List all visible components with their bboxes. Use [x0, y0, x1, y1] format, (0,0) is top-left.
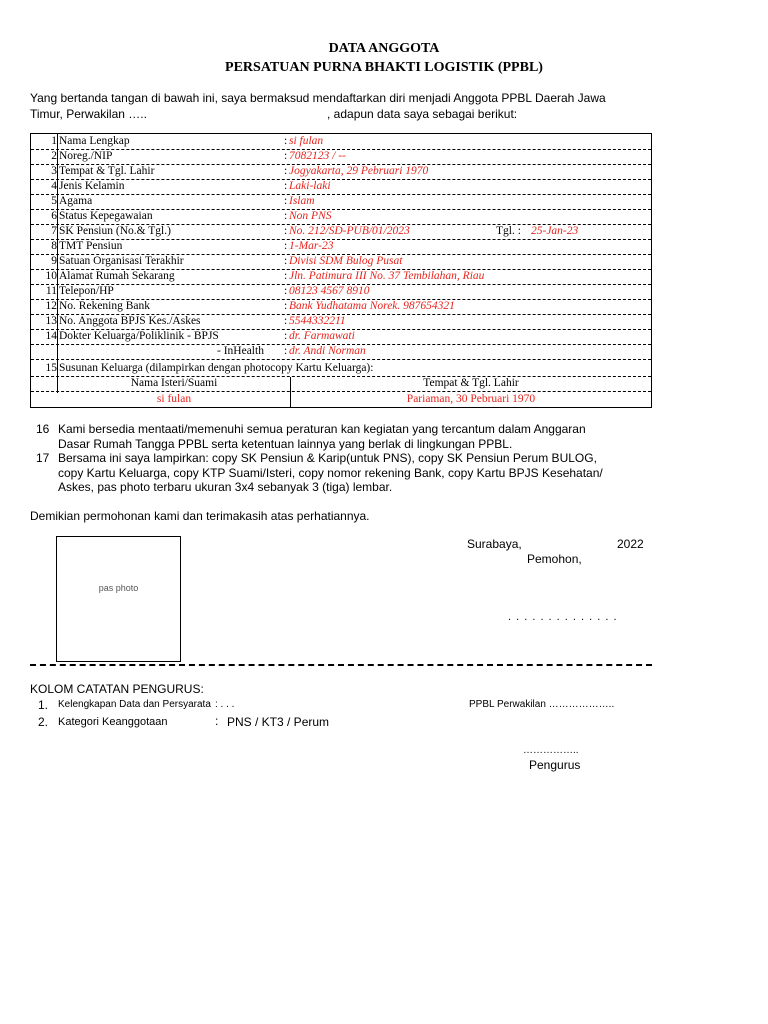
table-row-family — [31, 361, 651, 377]
family-col2-value: Pariaman, 30 Pebruari 1970 — [406, 393, 536, 405]
family-value-row — [31, 392, 651, 407]
row-number: 14 — [45, 330, 57, 342]
row-label: SK Pensiun (No.& Tgl.) — [59, 225, 171, 237]
table-row — [31, 224, 651, 240]
row-label: Alamat Rumah Sekarang — [59, 270, 175, 282]
table-row — [31, 134, 651, 150]
row-label: Agama — [59, 195, 93, 207]
admin-item-1-label: Kelengkapan Data dan Persyarata — [58, 699, 211, 710]
row-colon: : — [284, 195, 288, 207]
signature-line: . . . . . . . . . . . . . . — [508, 611, 618, 623]
admin-sign-role: Pengurus — [529, 758, 581, 772]
row-number: 12 — [45, 300, 57, 312]
table-row — [31, 284, 651, 300]
family-col1-header: Nama Isteri/Suami — [130, 377, 218, 389]
row-label: Status Kepegawaian — [59, 210, 153, 222]
inhealth-label: - InHealth — [217, 345, 264, 357]
table-row — [31, 194, 651, 210]
row-label: Noreg./NIP — [59, 150, 113, 162]
intro-line-2b: , adapun data saya sebagai berikut: — [327, 107, 518, 121]
row-label: Nama Lengkap — [59, 135, 130, 147]
admin-item-2-colon: : — [215, 714, 219, 728]
table-row — [31, 299, 651, 315]
inhealth-value: dr. Andi Norman — [289, 345, 366, 357]
row-number: 15 — [45, 362, 57, 374]
row-colon: : — [284, 225, 288, 237]
table-row — [31, 314, 651, 330]
row-label: TMT Pensiun — [59, 240, 123, 252]
statement-17-line-1: Bersama ini saya lampirkan: copy SK Pensiun & Karip(untuk PNS), copy SK Pensiun Perum BULOG, — [58, 451, 597, 465]
row-value: dr. Farmawati — [289, 330, 355, 342]
row-number: 2 — [51, 150, 57, 162]
admin-item-1-tail: : . . . — [215, 699, 235, 710]
row-number: 10 — [45, 270, 57, 282]
family-col1-value: si fulan — [156, 393, 192, 405]
member-data-table — [30, 133, 652, 408]
row-colon: : — [284, 135, 288, 147]
row-value: Bank Yudhatama Norek. 987654321 — [289, 300, 455, 312]
row-colon: : — [284, 165, 288, 177]
cut-line-divider — [30, 664, 652, 666]
statement-17-no: 17 — [36, 451, 50, 465]
admin-item-2-no: 2. — [38, 715, 49, 729]
row-label: Satuan Organisasi Terakhir — [59, 255, 184, 267]
admin-item-1-no: 1. — [38, 698, 49, 712]
form-subtitle: PERSATUAN PURNA BHAKTI LOGISTIK (PPBL) — [225, 60, 543, 75]
row-label: Tempat & Tgl. Lahir — [59, 165, 155, 177]
row-value: No. 212/SD-PUB/01/2023 — [289, 225, 410, 237]
table-row — [31, 149, 651, 165]
row-value: 1-Mar-23 — [289, 240, 334, 252]
row-colon: : — [284, 270, 288, 282]
inhealth-colon: : — [284, 345, 288, 357]
row-number: 9 — [51, 255, 57, 267]
row-value: si fulan — [289, 135, 324, 147]
row-colon: : — [284, 285, 288, 297]
row-number: 7 — [51, 225, 57, 237]
row-value: Non PNS — [289, 210, 332, 222]
row-label: Telepon/HP — [59, 285, 114, 297]
table-row — [31, 239, 651, 255]
row-number: 4 — [51, 180, 57, 192]
row-colon: : — [284, 180, 288, 192]
table-row-inhealth — [31, 344, 651, 360]
signature-year: 2022 — [617, 537, 644, 551]
row-colon: : — [284, 300, 288, 312]
row-label: No. Anggota BPJS Kes./Askes — [59, 315, 201, 327]
pas-photo-box — [56, 536, 181, 662]
table-row — [31, 179, 651, 195]
table-row — [31, 164, 651, 180]
admin-sign-line: …………….. — [523, 745, 579, 756]
table-row — [31, 329, 651, 345]
family-col-divider — [290, 377, 291, 407]
table-row — [31, 209, 651, 225]
row-value: 08123 4567 8910 — [289, 285, 370, 297]
family-header-row — [31, 376, 651, 392]
intro-line-2a: Timur, Perwakilan ….. — [30, 107, 147, 121]
table-row — [31, 269, 651, 285]
row-colon: : — [284, 330, 288, 342]
row-value: Laki-laki — [289, 180, 331, 192]
intro-line-1: Yang bertanda tangan di bawah ini, saya bermaksud mendaftarkan diri menjadi Anggota PPBL Daerah Jawa — [30, 91, 606, 105]
admin-item-2-value: PNS / KT3 / Perum — [227, 715, 330, 729]
row-colon: : — [284, 315, 288, 327]
row-number: 5 — [51, 195, 57, 207]
row-value: Divisi SDM Bulog Pusat — [289, 255, 403, 267]
row-number: 3 — [51, 165, 57, 177]
row-label: Jenis Kelamin — [59, 180, 125, 192]
row-value: 7082123 / -- — [289, 150, 346, 162]
signature-city: Surabaya, — [467, 537, 522, 551]
row-number: 1 — [51, 135, 57, 147]
row-label: No. Rekening Bank — [59, 300, 151, 312]
row-value: Islam — [289, 195, 315, 207]
row-number: 13 — [45, 315, 57, 327]
sk-tgl-label: Tgl. : — [496, 225, 521, 237]
row-label: Dokter Keluarga/Poliklinik - BPJS — [59, 330, 219, 342]
statement-16-line-2: Dasar Rumah Tangga PPBL serta ketentuan lainnya yang berlak di lingkungan PPBL. — [58, 437, 513, 451]
family-label: Susunan Keluarga (dilampirkan dengan photocopy Kartu Keluarga): — [59, 362, 374, 374]
row-number: 8 — [51, 240, 57, 252]
admin-heading: KOLOM CATATAN PENGURUS: — [30, 682, 204, 696]
row-value: 5544332211 — [289, 315, 346, 327]
admin-item-2-label: Kategori Keanggotaan — [58, 716, 168, 728]
row-value: Jogyakarta, 29 Pebruari 1970 — [289, 165, 429, 177]
sk-tgl-value: 25-Jan-23 — [531, 225, 579, 237]
row-value: Jln. Patimura III No. 37 Tembilahan, Riau — [289, 270, 485, 282]
row-number: 6 — [51, 210, 57, 222]
closing-text: Demikian permohonan kami dan terimakasih atas perhatiannya. — [30, 509, 370, 523]
statement-17-line-3: Askes, pas photo terbaru ukuran 3x4 sebanyak 3 (tiga) lembar. — [58, 480, 393, 494]
family-col2-header: Tempat & Tgl. Lahir — [423, 377, 519, 389]
statement-16-line-1: Kami bersedia mentaati/memenuhi semua peraturan kan kegiatan yang tercantum dalam Anggaran — [58, 422, 586, 436]
statement-17-line-2: copy Kartu Keluarga, copy KTP Suami/Isteri, copy nomor rekening Bank, copy Kartu BPJS Kesehatan/ — [58, 466, 603, 480]
table-row — [31, 254, 651, 270]
row-colon: : — [284, 255, 288, 267]
admin-ppbl-perwakilan: PPBL Perwakilan ……………….. — [469, 699, 615, 710]
row-number: 11 — [45, 285, 57, 297]
row-colon: : — [284, 210, 288, 222]
pas-photo-label: pas photo — [98, 583, 139, 593]
row-colon: : — [284, 240, 288, 252]
statement-16-no: 16 — [36, 422, 50, 436]
row-colon: : — [284, 150, 288, 162]
signature-role: Pemohon, — [527, 552, 582, 566]
form-title: DATA ANGGOTA — [328, 41, 440, 56]
